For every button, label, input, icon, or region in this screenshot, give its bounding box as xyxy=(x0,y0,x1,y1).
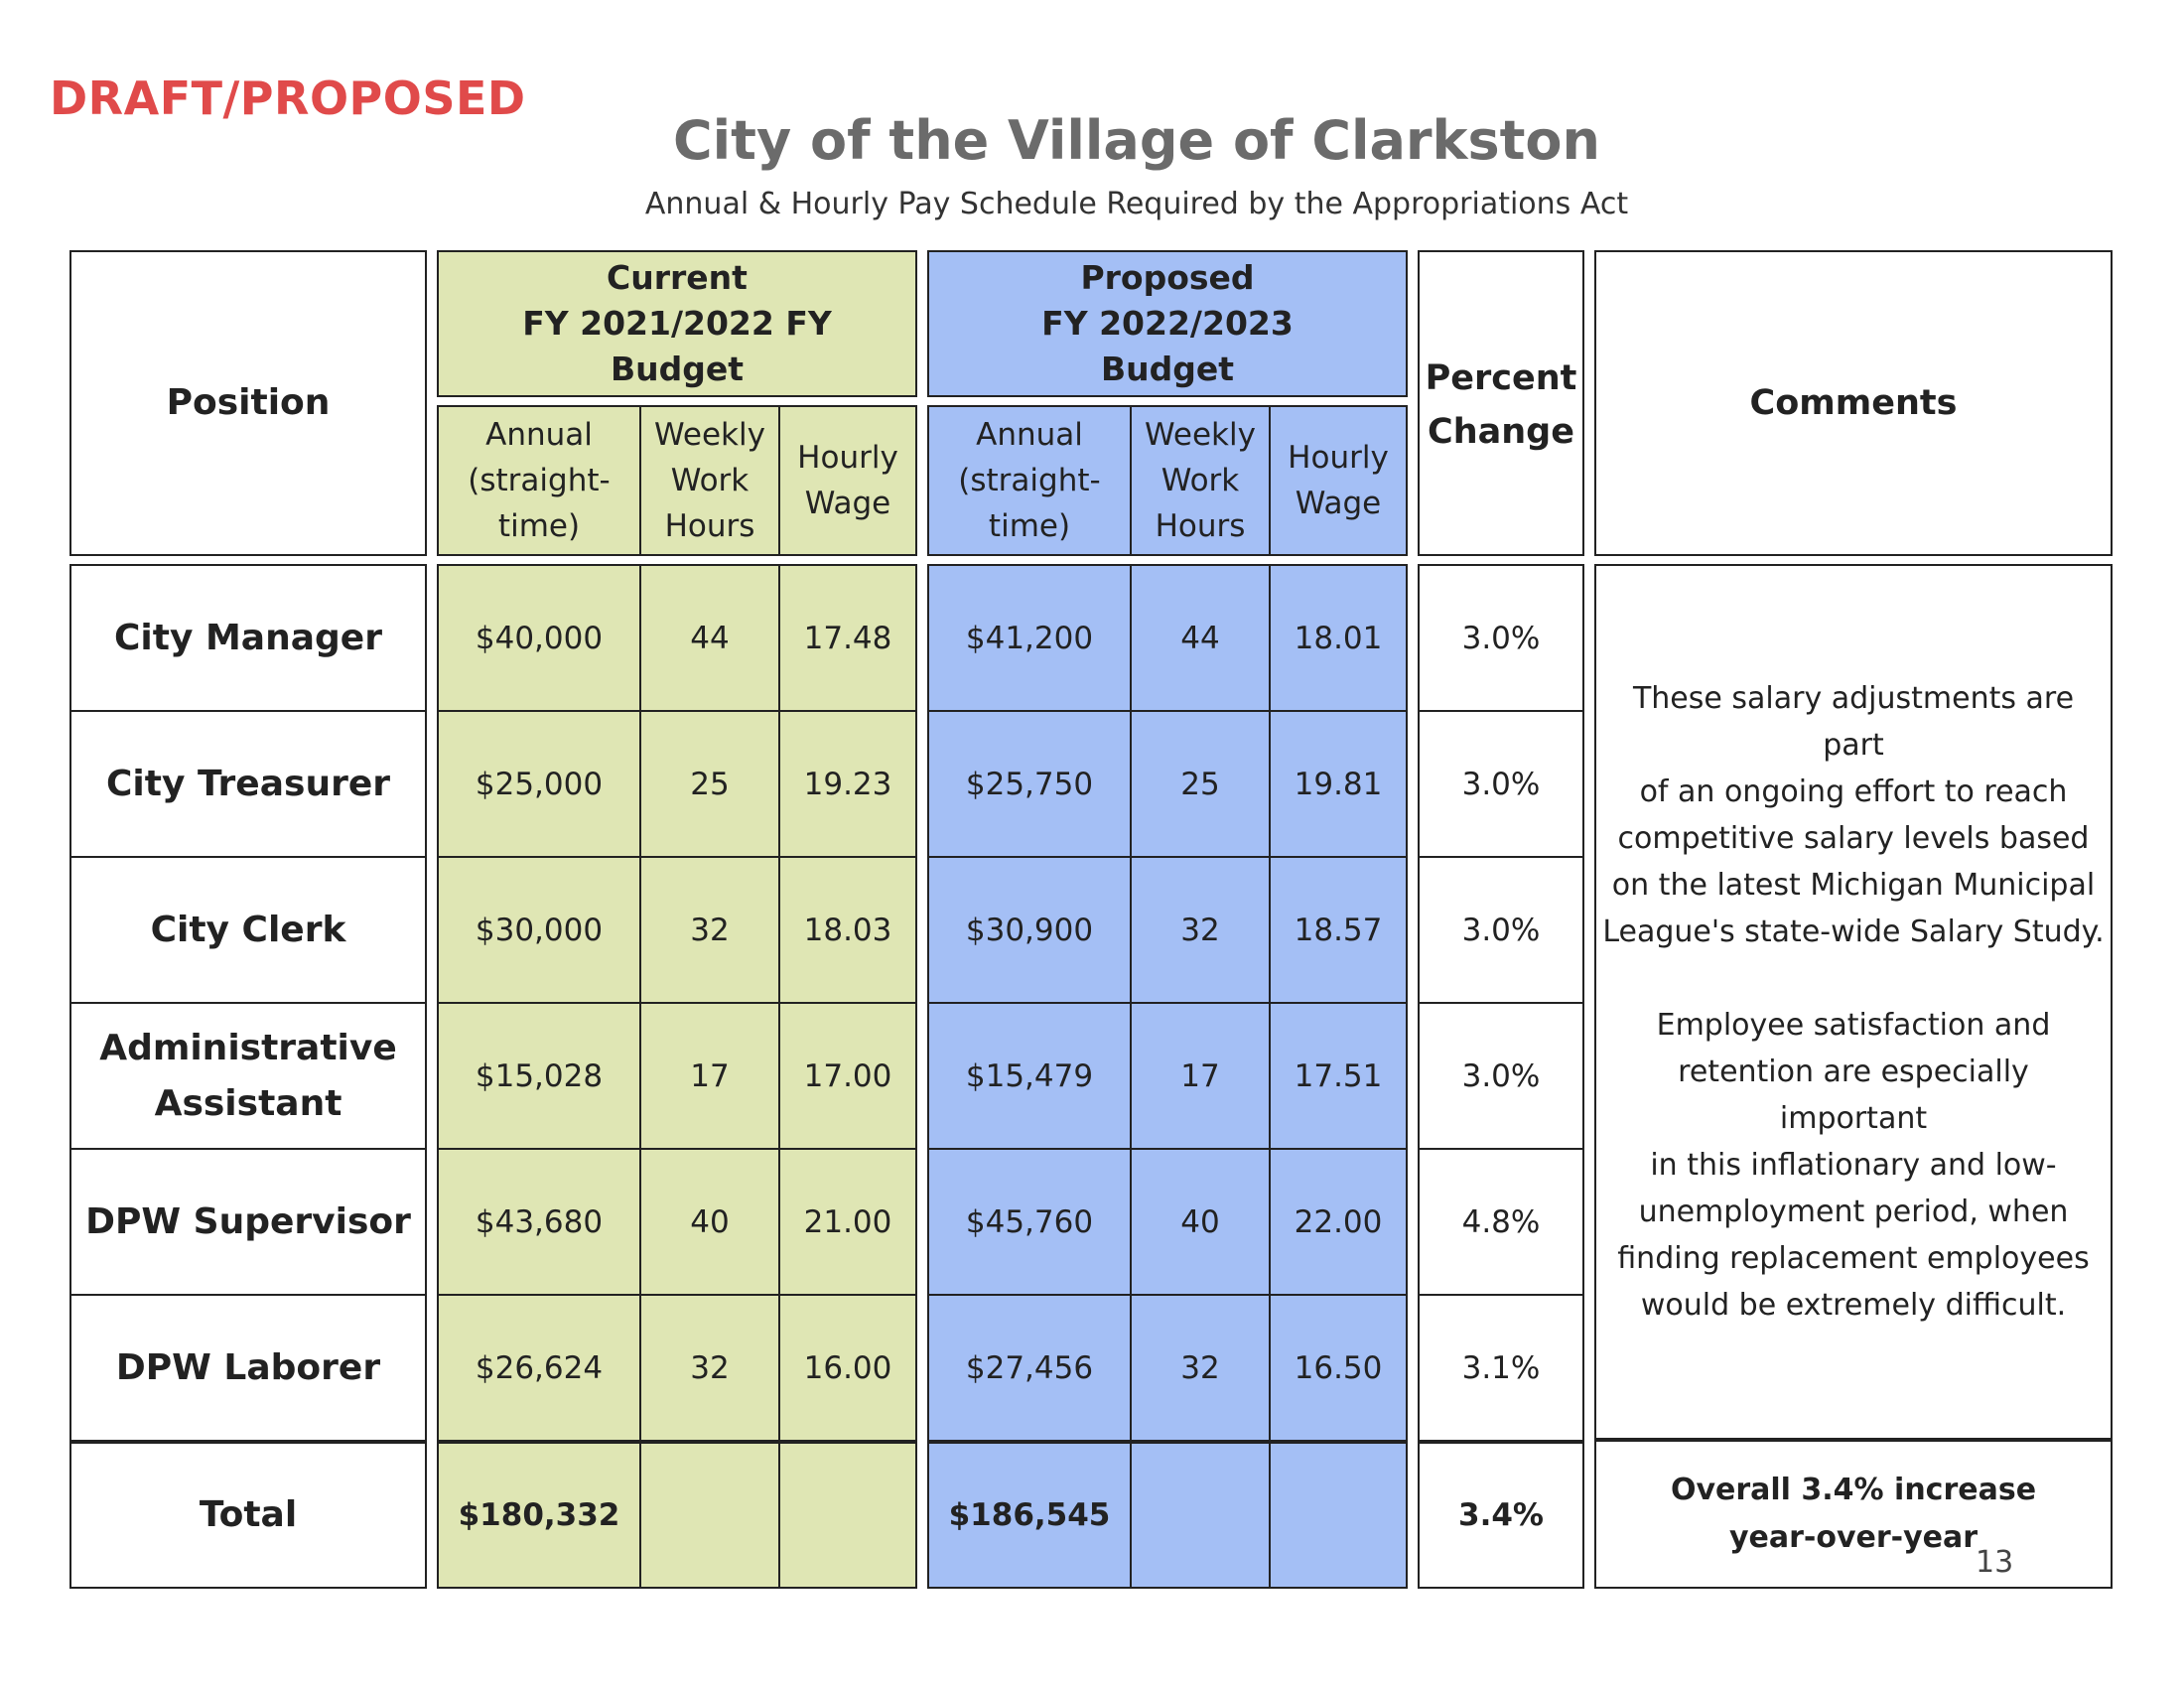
cell-cur-annual: $30,000 xyxy=(437,856,641,1004)
cell-position: DPW Laborer xyxy=(69,1294,427,1442)
cell-cur-wage: 18.03 xyxy=(778,856,917,1004)
cell-prop-wage: 16.50 xyxy=(1269,1294,1408,1442)
cell-cur-hours: 25 xyxy=(639,710,780,858)
cell-cur-annual: $25,000 xyxy=(437,710,641,858)
cell-cur-annual: $43,680 xyxy=(437,1148,641,1296)
cell-position: DPW Supervisor xyxy=(69,1148,427,1296)
cell-prop-annual: $45,760 xyxy=(927,1148,1132,1296)
draft-label: DRAFT/PROPOSED xyxy=(50,71,526,125)
total-percent-change: 3.4% xyxy=(1418,1442,1584,1589)
header-percent-change: Percent Change xyxy=(1418,250,1584,556)
cell-position: City Treasurer xyxy=(69,710,427,858)
total-label: Total xyxy=(69,1442,427,1589)
cell-cur-annual: $26,624 xyxy=(437,1294,641,1442)
cell-prop-hours: 44 xyxy=(1130,564,1271,712)
cell-cur-wage: 17.48 xyxy=(778,564,917,712)
cell-prop-hours: 32 xyxy=(1130,1294,1271,1442)
page-subtitle: Annual & Hourly Pay Schedule Required by the Appropriations Act xyxy=(644,187,1629,221)
comments-text xyxy=(1594,564,2113,1440)
header-current-group: Current FY 2021/2022 FY Budget xyxy=(437,250,917,397)
header-current-annual: Annual (straight- time) xyxy=(437,405,641,556)
cell-prop-hours: 17 xyxy=(1130,1002,1271,1150)
cell-prop-annual: $27,456 xyxy=(927,1294,1132,1442)
cell-prop-wage: 18.57 xyxy=(1269,856,1408,1004)
cell-cur-wage: 19.23 xyxy=(778,710,917,858)
cell-prop-annual: $41,200 xyxy=(927,564,1132,712)
page-number: 13 xyxy=(1976,1545,2014,1580)
cell-prop-wage: 19.81 xyxy=(1269,710,1408,858)
header-current-weekly: Weekly Work Hours xyxy=(639,405,780,556)
cell-cur-wage: 21.00 xyxy=(778,1148,917,1296)
cell-cur-hours: 32 xyxy=(639,856,780,1004)
comment-paragraph-2: Employee satisfaction and retention are especially important in this inflationary and low- unemployment period, when finding replacement employees would be extremely difficult. xyxy=(1617,1008,2090,1323)
total-current-hours xyxy=(639,1442,780,1589)
total-proposed-hours xyxy=(1130,1442,1271,1589)
cell-cur-annual: $40,000 xyxy=(437,564,641,712)
cell-pct: 3.0% xyxy=(1418,1002,1584,1150)
cell-position: City Manager xyxy=(69,564,427,712)
header-proposed-hourly: Hourly Wage xyxy=(1269,405,1408,556)
cell-pct: 3.0% xyxy=(1418,856,1584,1004)
total-proposed-annual: $186,545 xyxy=(927,1442,1132,1589)
cell-prop-annual: $15,479 xyxy=(927,1002,1132,1150)
cell-prop-annual: $25,750 xyxy=(927,710,1132,858)
cell-position: Administrative Assistant xyxy=(69,1002,427,1150)
cell-pct: 4.8% xyxy=(1418,1148,1584,1296)
cell-pct: 3.0% xyxy=(1418,710,1584,858)
cell-pct: 3.1% xyxy=(1418,1294,1584,1442)
cell-cur-hours: 40 xyxy=(639,1148,780,1296)
total-current-annual: $180,332 xyxy=(437,1442,641,1589)
cell-prop-hours: 32 xyxy=(1130,856,1271,1004)
cell-prop-annual: $30,900 xyxy=(927,856,1132,1004)
cell-prop-wage: 22.00 xyxy=(1269,1148,1408,1296)
cell-cur-hours: 44 xyxy=(639,564,780,712)
total-proposed-wage xyxy=(1269,1442,1408,1589)
cell-prop-hours: 25 xyxy=(1130,710,1271,858)
total-current-wage xyxy=(778,1442,917,1589)
cell-cur-hours: 32 xyxy=(639,1294,780,1442)
overall-comment: Overall 3.4% increase year-over-year xyxy=(1594,1440,2113,1589)
header-proposed-group: Proposed FY 2022/2023 Budget xyxy=(927,250,1408,397)
page-title: City of the Village of Clarkston xyxy=(673,109,1600,172)
cell-cur-annual: $15,028 xyxy=(437,1002,641,1150)
header-position: Position xyxy=(69,250,427,556)
cell-prop-wage: 17.51 xyxy=(1269,1002,1408,1150)
cell-pct: 3.0% xyxy=(1418,564,1584,712)
cell-cur-hours: 17 xyxy=(639,1002,780,1150)
header-proposed-annual: Annual (straight- time) xyxy=(927,405,1132,556)
header-proposed-weekly: Weekly Work Hours xyxy=(1130,405,1271,556)
cell-cur-wage: 17.00 xyxy=(778,1002,917,1150)
cell-cur-wage: 16.00 xyxy=(778,1294,917,1442)
comment-paragraph-1: These salary adjustments are part of an ongoing effort to reach competitive salary levels based on the latest Michigan Municipal League's state-wide Salary Study. xyxy=(1602,681,2105,949)
cell-position: City Clerk xyxy=(69,856,427,1004)
header-comments: Comments xyxy=(1594,250,2113,556)
cell-prop-wage: 18.01 xyxy=(1269,564,1408,712)
header-current-hourly: Hourly Wage xyxy=(778,405,917,556)
cell-prop-hours: 40 xyxy=(1130,1148,1271,1296)
